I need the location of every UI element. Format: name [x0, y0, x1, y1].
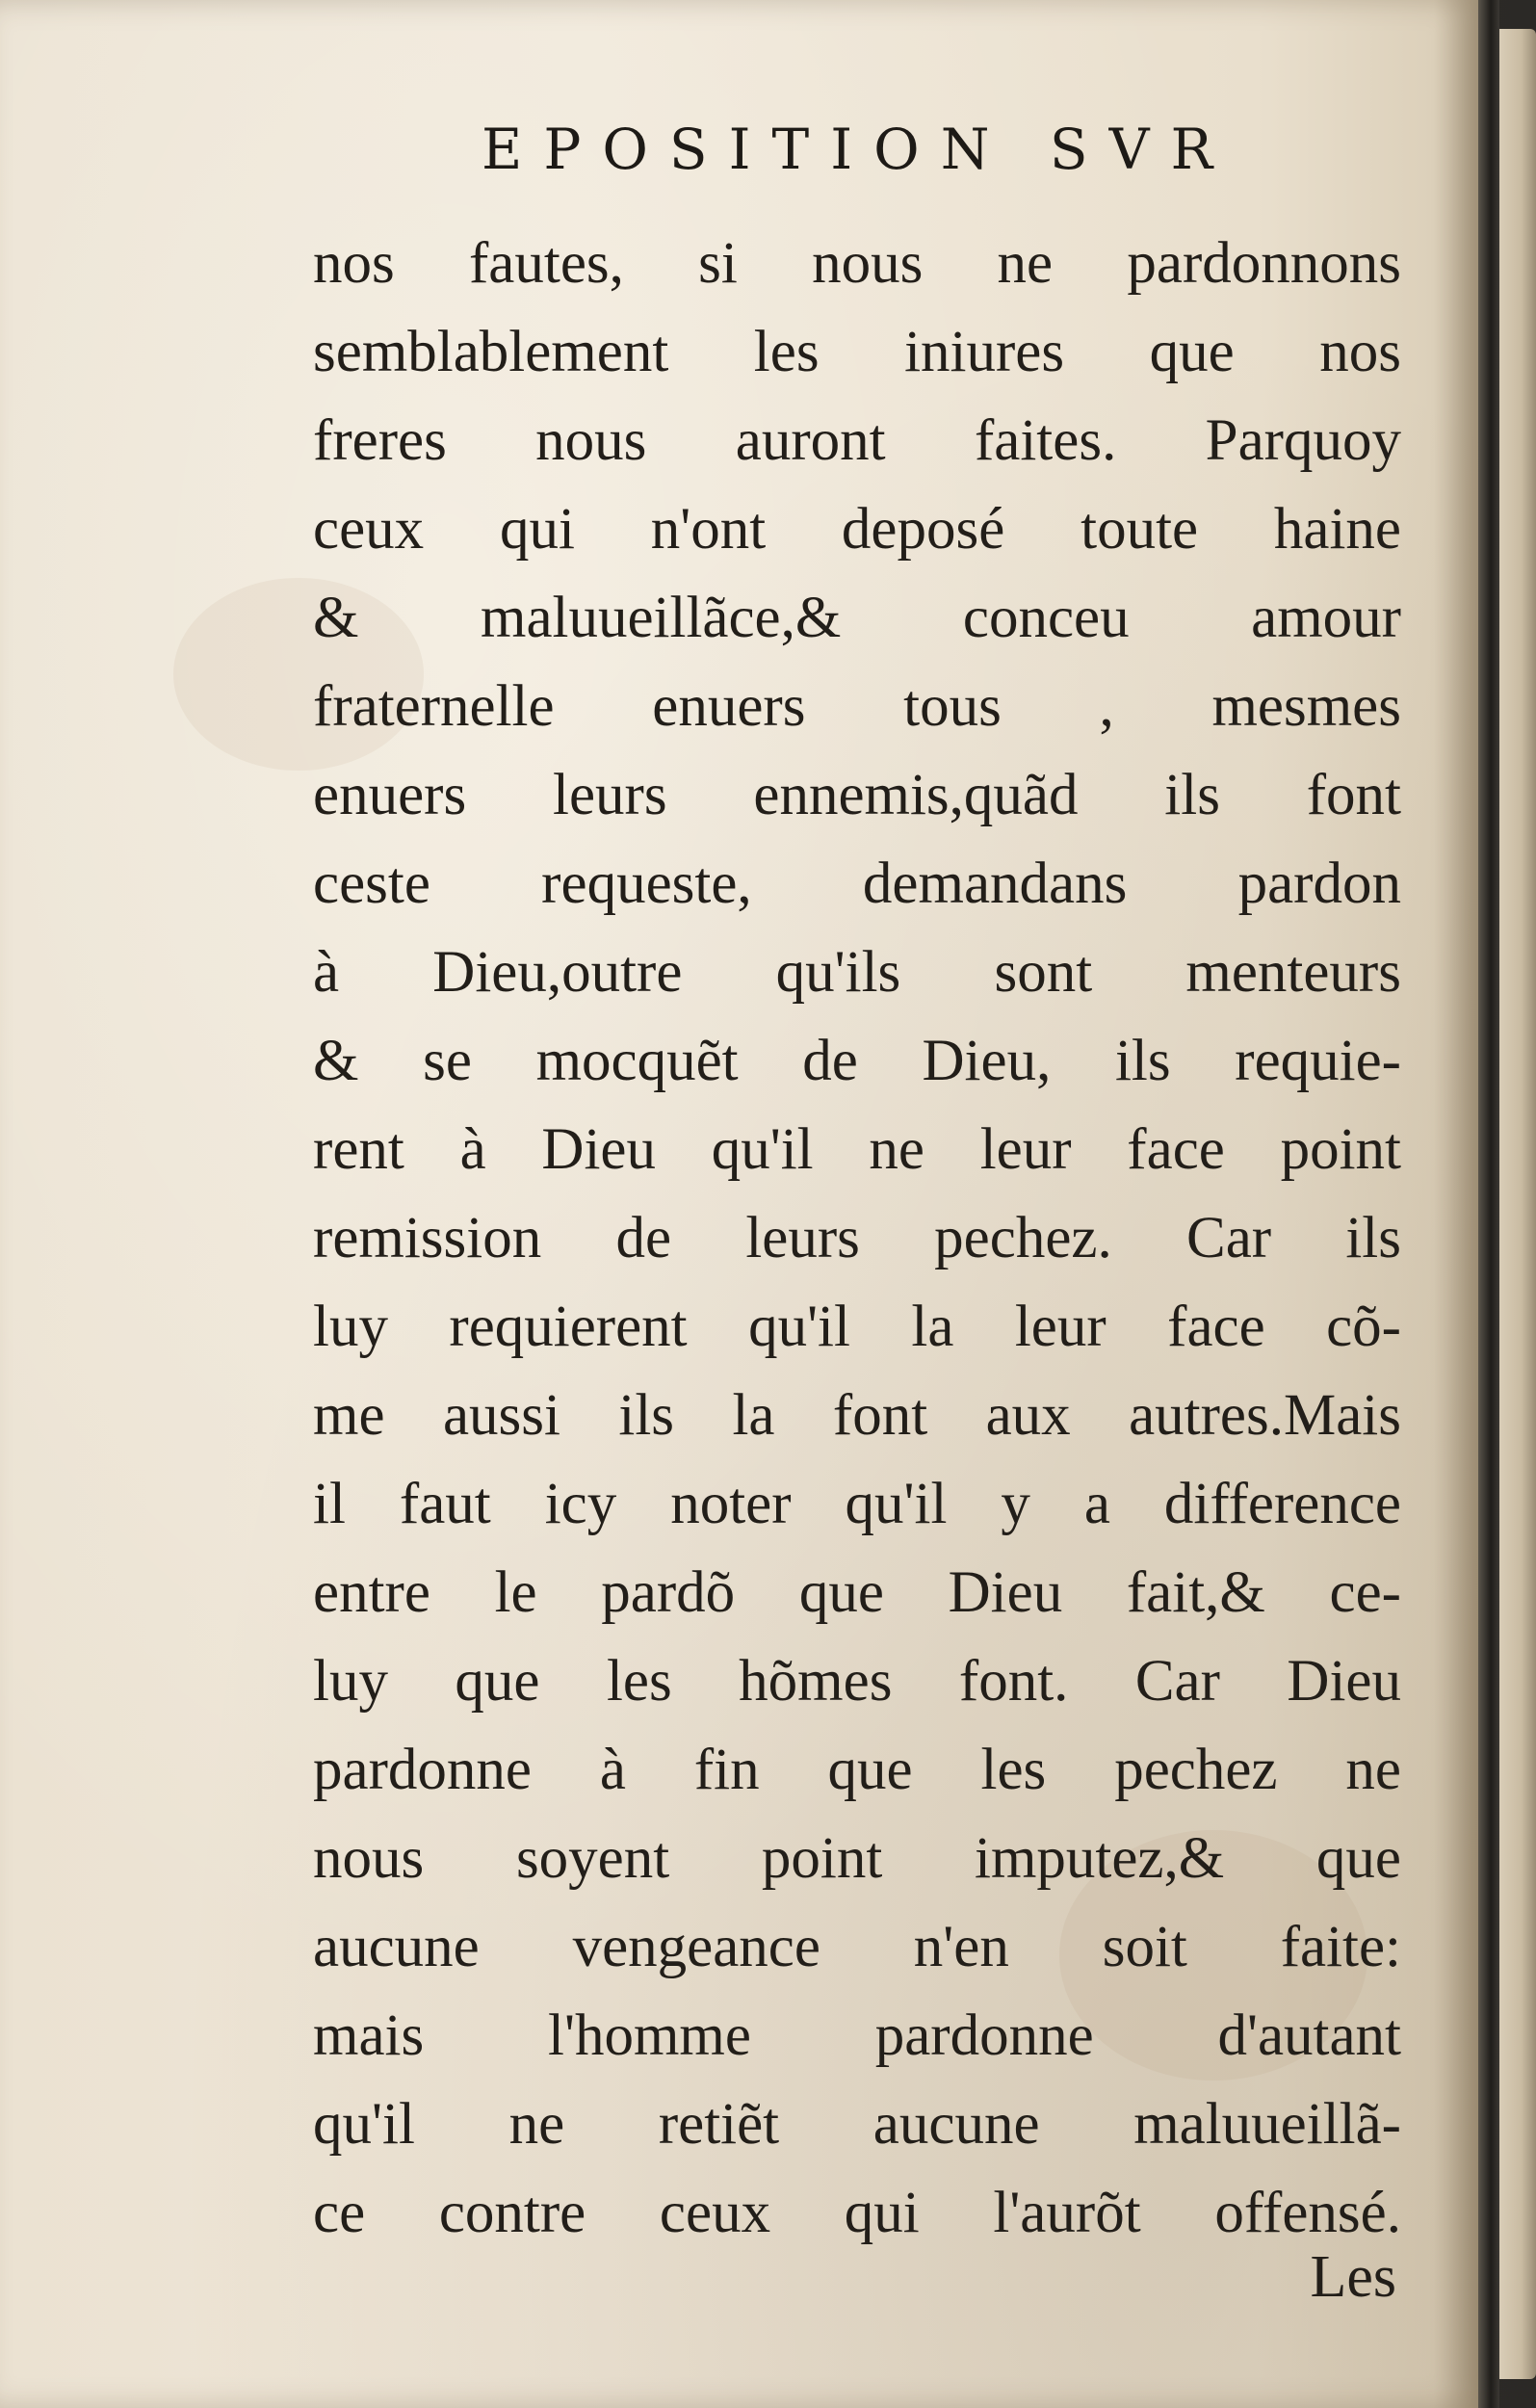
text-line: ceste requeste, demandans pardon [313, 851, 1401, 916]
text-line: semblablement les iniures que nos [313, 320, 1401, 384]
text-line: aucune vengeance n'en soit faite: [313, 1915, 1401, 1979]
text-line: mais l'homme pardonne d'autant [313, 2003, 1401, 2068]
text-line: luy requierent qu'il la leur face cõ- [313, 1295, 1401, 1359]
text-line: freres nous auront faites. Parquoy [313, 408, 1401, 473]
book-gutter [1478, 0, 1499, 2408]
text-line: pardonne à fin que les pechez ne [313, 1738, 1401, 1802]
text-line: enuers leurs ennemis,quãd ils font [313, 763, 1401, 827]
text-line: & maluueillãce,& conceu amour [313, 586, 1401, 650]
facing-page-edge [1499, 29, 1536, 2379]
text-line: rent à Dieu qu'il ne leur face point [313, 1117, 1401, 1182]
text-line: entre le pardõ que Dieu fait,& ce- [313, 1560, 1401, 1625]
text-line: ce contre ceux qui l'aurõt offensé. [313, 2181, 1401, 2245]
running-head: EPOSITION SVR [482, 117, 1235, 182]
text-block [313, 220, 1401, 2258]
text-line: à Dieu,outre qu'ils sont menteurs [313, 940, 1401, 1005]
text-line: remission de leurs pechez. Car ils [313, 1206, 1401, 1270]
text-line: nos fautes, si nous ne pardonnons [313, 231, 1401, 296]
catchword: Les [1310, 2244, 1396, 2310]
text-line: me aussi ils la font aux autres.Mais [313, 1383, 1401, 1448]
text-line: qu'il ne retiẽt aucune maluueillã- [313, 2092, 1401, 2157]
text-line: nous soyent point imputez,& que [313, 1826, 1401, 1891]
text-line: il faut icy noter qu'il y a difference [313, 1472, 1401, 1536]
text-line: luy que les hõmes font. Car Dieu [313, 1649, 1401, 1714]
text-line: fraternelle enuers tous , mesmes [313, 674, 1401, 739]
text-line: & se mocquẽt de Dieu, ils requie- [313, 1029, 1401, 1093]
text-line: ceux qui n'ont deposé toute haine [313, 497, 1401, 562]
